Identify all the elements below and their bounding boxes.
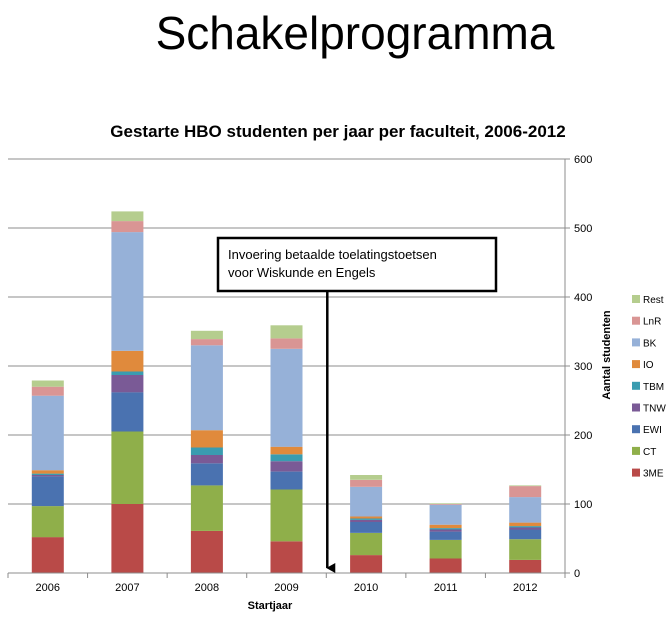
bar-segment-ewi-2007: [111, 392, 143, 431]
bar-segment-3me-2011: [430, 559, 462, 574]
annotation-text: voor Wiskunde en Engels: [228, 265, 376, 280]
bar-segment-rest-2009: [271, 325, 303, 338]
bar-segment-bk-2010: [350, 487, 382, 517]
bar-segment-3me-2009: [271, 541, 303, 573]
bar-segment-rest-2008: [191, 331, 223, 339]
legend-swatch-rest: [632, 295, 640, 303]
x-tick-label: 2008: [194, 582, 220, 594]
chart-title: Gestarte HBO studenten per jaar per faculteit, 2006-2012: [110, 122, 566, 141]
bar-segment-tnw-2011: [430, 530, 462, 532]
y-tick-label: 400: [574, 292, 593, 304]
bar-segment-tbm-2010: [350, 519, 382, 520]
bar-segment-3me-2007: [111, 504, 143, 573]
bar-segment-ewi-2009: [271, 472, 303, 490]
bar-segment-lnr-2008: [191, 339, 223, 345]
legend-label-lnr: LnR: [643, 316, 662, 328]
x-axis-title: Startjaar: [247, 600, 293, 612]
bar-segment-tbm-2011: [430, 528, 462, 529]
bar-segment-io-2007: [111, 351, 143, 372]
bar-segment-tbm-2008: [191, 447, 223, 455]
bar-segment-io-2010: [350, 516, 382, 518]
bar-segment-ewi-2006: [32, 476, 64, 506]
legend-label-ewi: EWI: [643, 425, 662, 437]
bar-segment-io-2011: [430, 525, 462, 528]
x-tick-label: 2010: [353, 582, 379, 594]
bar-segment-bk-2007: [111, 232, 143, 351]
legend-label-bk: BK: [643, 338, 657, 350]
x-tick-label: 2011: [433, 582, 458, 594]
bar-segment-tnw-2012: [509, 528, 541, 530]
legend-swatch-ewi: [632, 425, 640, 433]
slide-title: Schakelprogramma: [155, 7, 555, 59]
y-tick-label: 200: [574, 430, 593, 442]
bar-segment-tnw-2007: [111, 375, 143, 392]
legend-swatch-tnw: [632, 404, 640, 412]
legend-swatch-bk: [632, 338, 640, 346]
bar-segment-ewi-2008: [191, 463, 223, 485]
bar-segment-tnw-2009: [271, 461, 303, 471]
bar-segment-bk-2006: [32, 396, 64, 471]
bar-segment-tnw-2008: [191, 455, 223, 463]
bar-segment-ct-2011: [430, 540, 462, 559]
legend-swatch-lnr: [632, 317, 640, 325]
bar-segment-3me-2010: [350, 555, 382, 573]
bar-segment-bk-2012: [509, 497, 541, 522]
bar-segment-tnw-2006: [32, 475, 64, 476]
bar-segment-3me-2012: [509, 560, 541, 573]
bar-segment-lnr-2007: [111, 221, 143, 232]
legend-swatch-3me: [632, 469, 640, 477]
bar-segment-io-2006: [32, 470, 64, 473]
bar-segment-ct-2009: [271, 490, 303, 542]
x-tick-label: 2006: [35, 582, 61, 594]
bar-segment-rest-2011: [430, 503, 462, 504]
y-axis-title: Aantal studenten: [601, 310, 613, 400]
bar-segment-lnr-2011: [430, 504, 462, 505]
y-tick-label: 100: [574, 499, 593, 511]
y-tick-label: 500: [574, 223, 593, 235]
legend-swatch-io: [632, 360, 640, 368]
bar-segment-tbm-2009: [271, 454, 303, 461]
bar-segment-rest-2010: [350, 475, 382, 480]
bar-segment-tbm-2006: [32, 474, 64, 475]
bar-segment-rest-2012: [509, 485, 541, 486]
bar-segment-3me-2006: [32, 537, 64, 573]
legend-swatch-tbm: [632, 382, 640, 390]
x-tick-label: 2007: [115, 582, 140, 594]
bar-segment-lnr-2006: [32, 387, 64, 396]
bar-segment-lnr-2012: [509, 486, 541, 497]
legend-label-tbm: TBM: [643, 381, 665, 393]
bar-segment-ct-2012: [509, 539, 541, 560]
bar-segment-tbm-2012: [509, 526, 541, 527]
bar-segment-bk-2011: [430, 505, 462, 525]
legend-swatch-ct: [632, 447, 640, 455]
x-tick-label: 2009: [274, 582, 299, 594]
legend-label-tnw: TNW: [643, 403, 666, 415]
bar-segment-lnr-2010: [350, 480, 382, 487]
bar-segment-ct-2008: [191, 485, 223, 531]
y-tick-label: 600: [574, 154, 593, 166]
y-tick-label: 300: [574, 361, 593, 373]
bar-segment-tbm-2007: [111, 372, 143, 376]
legend-label-io: IO: [643, 360, 654, 372]
bar-segment-ewi-2011: [430, 532, 462, 540]
bar-segment-bk-2008: [191, 345, 223, 430]
bar-segment-io-2012: [509, 523, 541, 527]
legend-label-rest: Rest: [643, 295, 664, 306]
bar-segment-rest-2006: [32, 381, 64, 387]
bar-segment-io-2009: [271, 447, 303, 455]
legend-label-ct: CT: [643, 446, 657, 458]
bar-segment-3me-2008: [191, 531, 223, 573]
bar-segment-lnr-2009: [271, 338, 303, 348]
bar-segment-tnw-2010: [350, 520, 382, 522]
x-tick-label: 2012: [512, 582, 538, 594]
bar-segment-rest-2007: [111, 211, 143, 221]
bar-segment-ct-2007: [111, 432, 143, 505]
annotation-text: Invoering betaalde toelatingstoetsen: [228, 247, 437, 262]
bar-segment-ct-2010: [350, 533, 382, 555]
bar-segment-bk-2009: [271, 349, 303, 447]
legend-label-3me: 3ME: [643, 468, 664, 480]
bar-segment-io-2008: [191, 430, 223, 447]
bar-segment-ewi-2012: [509, 530, 541, 540]
y-tick-label: 0: [574, 568, 581, 580]
bar-segment-ct-2006: [32, 506, 64, 537]
bar-segment-ewi-2010: [350, 522, 382, 533]
